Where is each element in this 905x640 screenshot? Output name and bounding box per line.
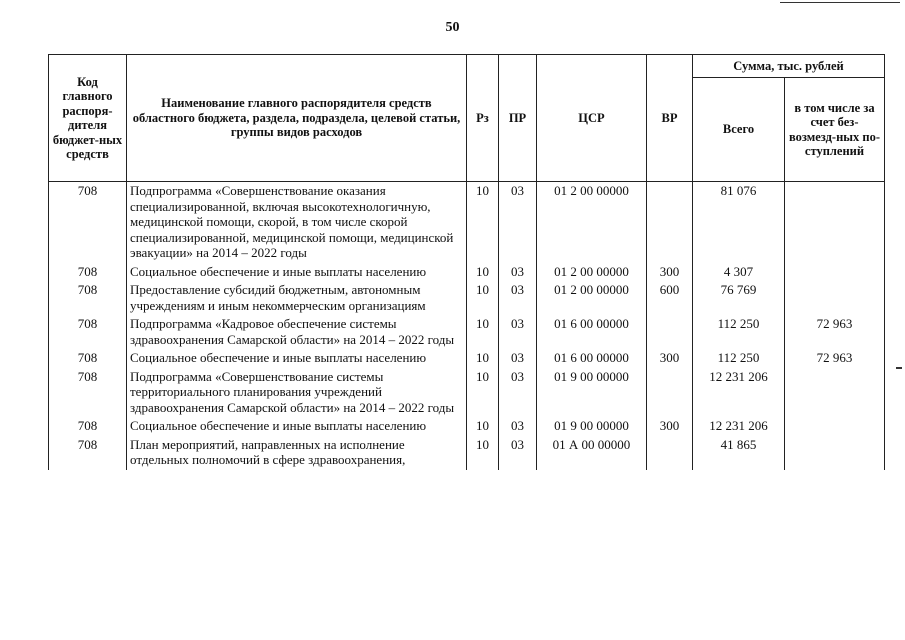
table-row: [49, 281, 885, 315]
header-pr: ПР: [499, 55, 537, 182]
header-vr: ВР: [647, 55, 693, 182]
row-code: 708: [49, 263, 127, 282]
row-pr: 03: [499, 263, 537, 282]
row-pr: 03: [499, 436, 537, 470]
row-free: [785, 263, 885, 282]
row-vr: 300: [647, 263, 693, 282]
row-code: 708: [49, 436, 127, 470]
row-total: 76 769: [693, 281, 785, 315]
header-rz: Рз: [467, 55, 499, 182]
row-name: Подпрограмма «Кадровое обеспечение системы здравоохранения Самарской области» на 2014 – 2022 годы: [127, 315, 467, 349]
table-row: [49, 368, 885, 418]
row-code: 708: [49, 349, 127, 368]
row-total: 41 865: [693, 436, 785, 470]
row-csr: 01 6 00 00000: [537, 349, 647, 368]
row-free: [785, 182, 885, 263]
row-vr: 600: [647, 281, 693, 315]
row-total: 12 231 206: [693, 417, 785, 436]
row-csr: 01 6 00 00000: [537, 315, 647, 349]
row-csr: 01 2 00 00000: [537, 182, 647, 263]
table-body: [49, 182, 885, 470]
row-rz: 10: [467, 281, 499, 315]
row-csr: 01 9 00 00000: [537, 417, 647, 436]
row-rz: 10: [467, 417, 499, 436]
row-rz: 10: [467, 263, 499, 282]
row-total: 81 076: [693, 182, 785, 263]
row-name: Социальное обеспечение и иные выплаты населению: [127, 349, 467, 368]
header-sum-group: Сумма, тыс. рублей: [693, 55, 885, 78]
row-vr: [647, 182, 693, 263]
row-code: 708: [49, 368, 127, 418]
row-rz: 10: [467, 368, 499, 418]
row-rz: 10: [467, 182, 499, 263]
row-csr: 01 2 00 00000: [537, 281, 647, 315]
table-row: [49, 349, 885, 368]
row-free: [785, 368, 885, 418]
row-total: 112 250: [693, 349, 785, 368]
row-name: Подпрограмма «Совершенствование оказания специализированной, включая высокотехнологичную, медицинской помощи, скорой, в том числе скорой специализированной, медицинской помощи, медицинской эвакуации» на 2014 – 2022 годы: [127, 182, 467, 263]
header-csr: ЦСР: [537, 55, 647, 182]
row-vr: [647, 436, 693, 470]
table-row: [49, 182, 885, 263]
row-free: 72 963: [785, 349, 885, 368]
row-vr: 300: [647, 417, 693, 436]
row-vr: 300: [647, 349, 693, 368]
row-csr: 01 2 00 00000: [537, 263, 647, 282]
row-free: [785, 281, 885, 315]
row-total: 4 307: [693, 263, 785, 282]
row-name: Предоставление субсидий бюджетным, автономным учреждениям и иным некоммерческим организациям: [127, 281, 467, 315]
row-csr: 01 А 00 00000: [537, 436, 647, 470]
row-rz: 10: [467, 315, 499, 349]
row-pr: 03: [499, 349, 537, 368]
header-code: Код главного распоря-дителя бюджет-ных средств: [49, 55, 127, 182]
row-code: 708: [49, 417, 127, 436]
row-code: 708: [49, 315, 127, 349]
edge-mark: [896, 367, 902, 369]
row-rz: 10: [467, 349, 499, 368]
row-csr: 01 9 00 00000: [537, 368, 647, 418]
row-code: 708: [49, 182, 127, 263]
budget-table: [48, 54, 885, 470]
row-pr: 03: [499, 417, 537, 436]
table-row: [49, 315, 885, 349]
row-vr: [647, 368, 693, 418]
row-pr: 03: [499, 182, 537, 263]
row-name: Подпрограмма «Совершенствование системы территориального планирования учреждений здравоохранения Самарской области» на 2014 – 2022 годы: [127, 368, 467, 418]
row-name: Социальное обеспечение и иные выплаты населению: [127, 417, 467, 436]
row-pr: 03: [499, 368, 537, 418]
row-total: 112 250: [693, 315, 785, 349]
table-row: [49, 417, 885, 436]
row-free: [785, 436, 885, 470]
table-row: [49, 263, 885, 282]
header-row: [49, 55, 885, 78]
top-rule: [780, 2, 900, 3]
table-row: [49, 436, 885, 470]
row-code: 708: [49, 281, 127, 315]
header-name: Наименование главного распорядителя средств областного бюджета, раздела, подраздела, целевой статьи, группы видов расходов: [127, 55, 467, 182]
row-name: Социальное обеспечение и иные выплаты населению: [127, 263, 467, 282]
row-free: 72 963: [785, 315, 885, 349]
row-free: [785, 417, 885, 436]
header-total: Всего: [693, 78, 785, 182]
row-total: 12 231 206: [693, 368, 785, 418]
page-number: 50: [445, 20, 460, 35]
row-name: План мероприятий, направленных на исполнение отдельных полномочий в сфере здравоохранения,: [127, 436, 467, 470]
row-pr: 03: [499, 315, 537, 349]
row-pr: 03: [499, 281, 537, 315]
row-rz: 10: [467, 436, 499, 470]
row-vr: [647, 315, 693, 349]
header-free: в том числе за счет без-возмезд-ных по-ступлений: [785, 78, 885, 182]
